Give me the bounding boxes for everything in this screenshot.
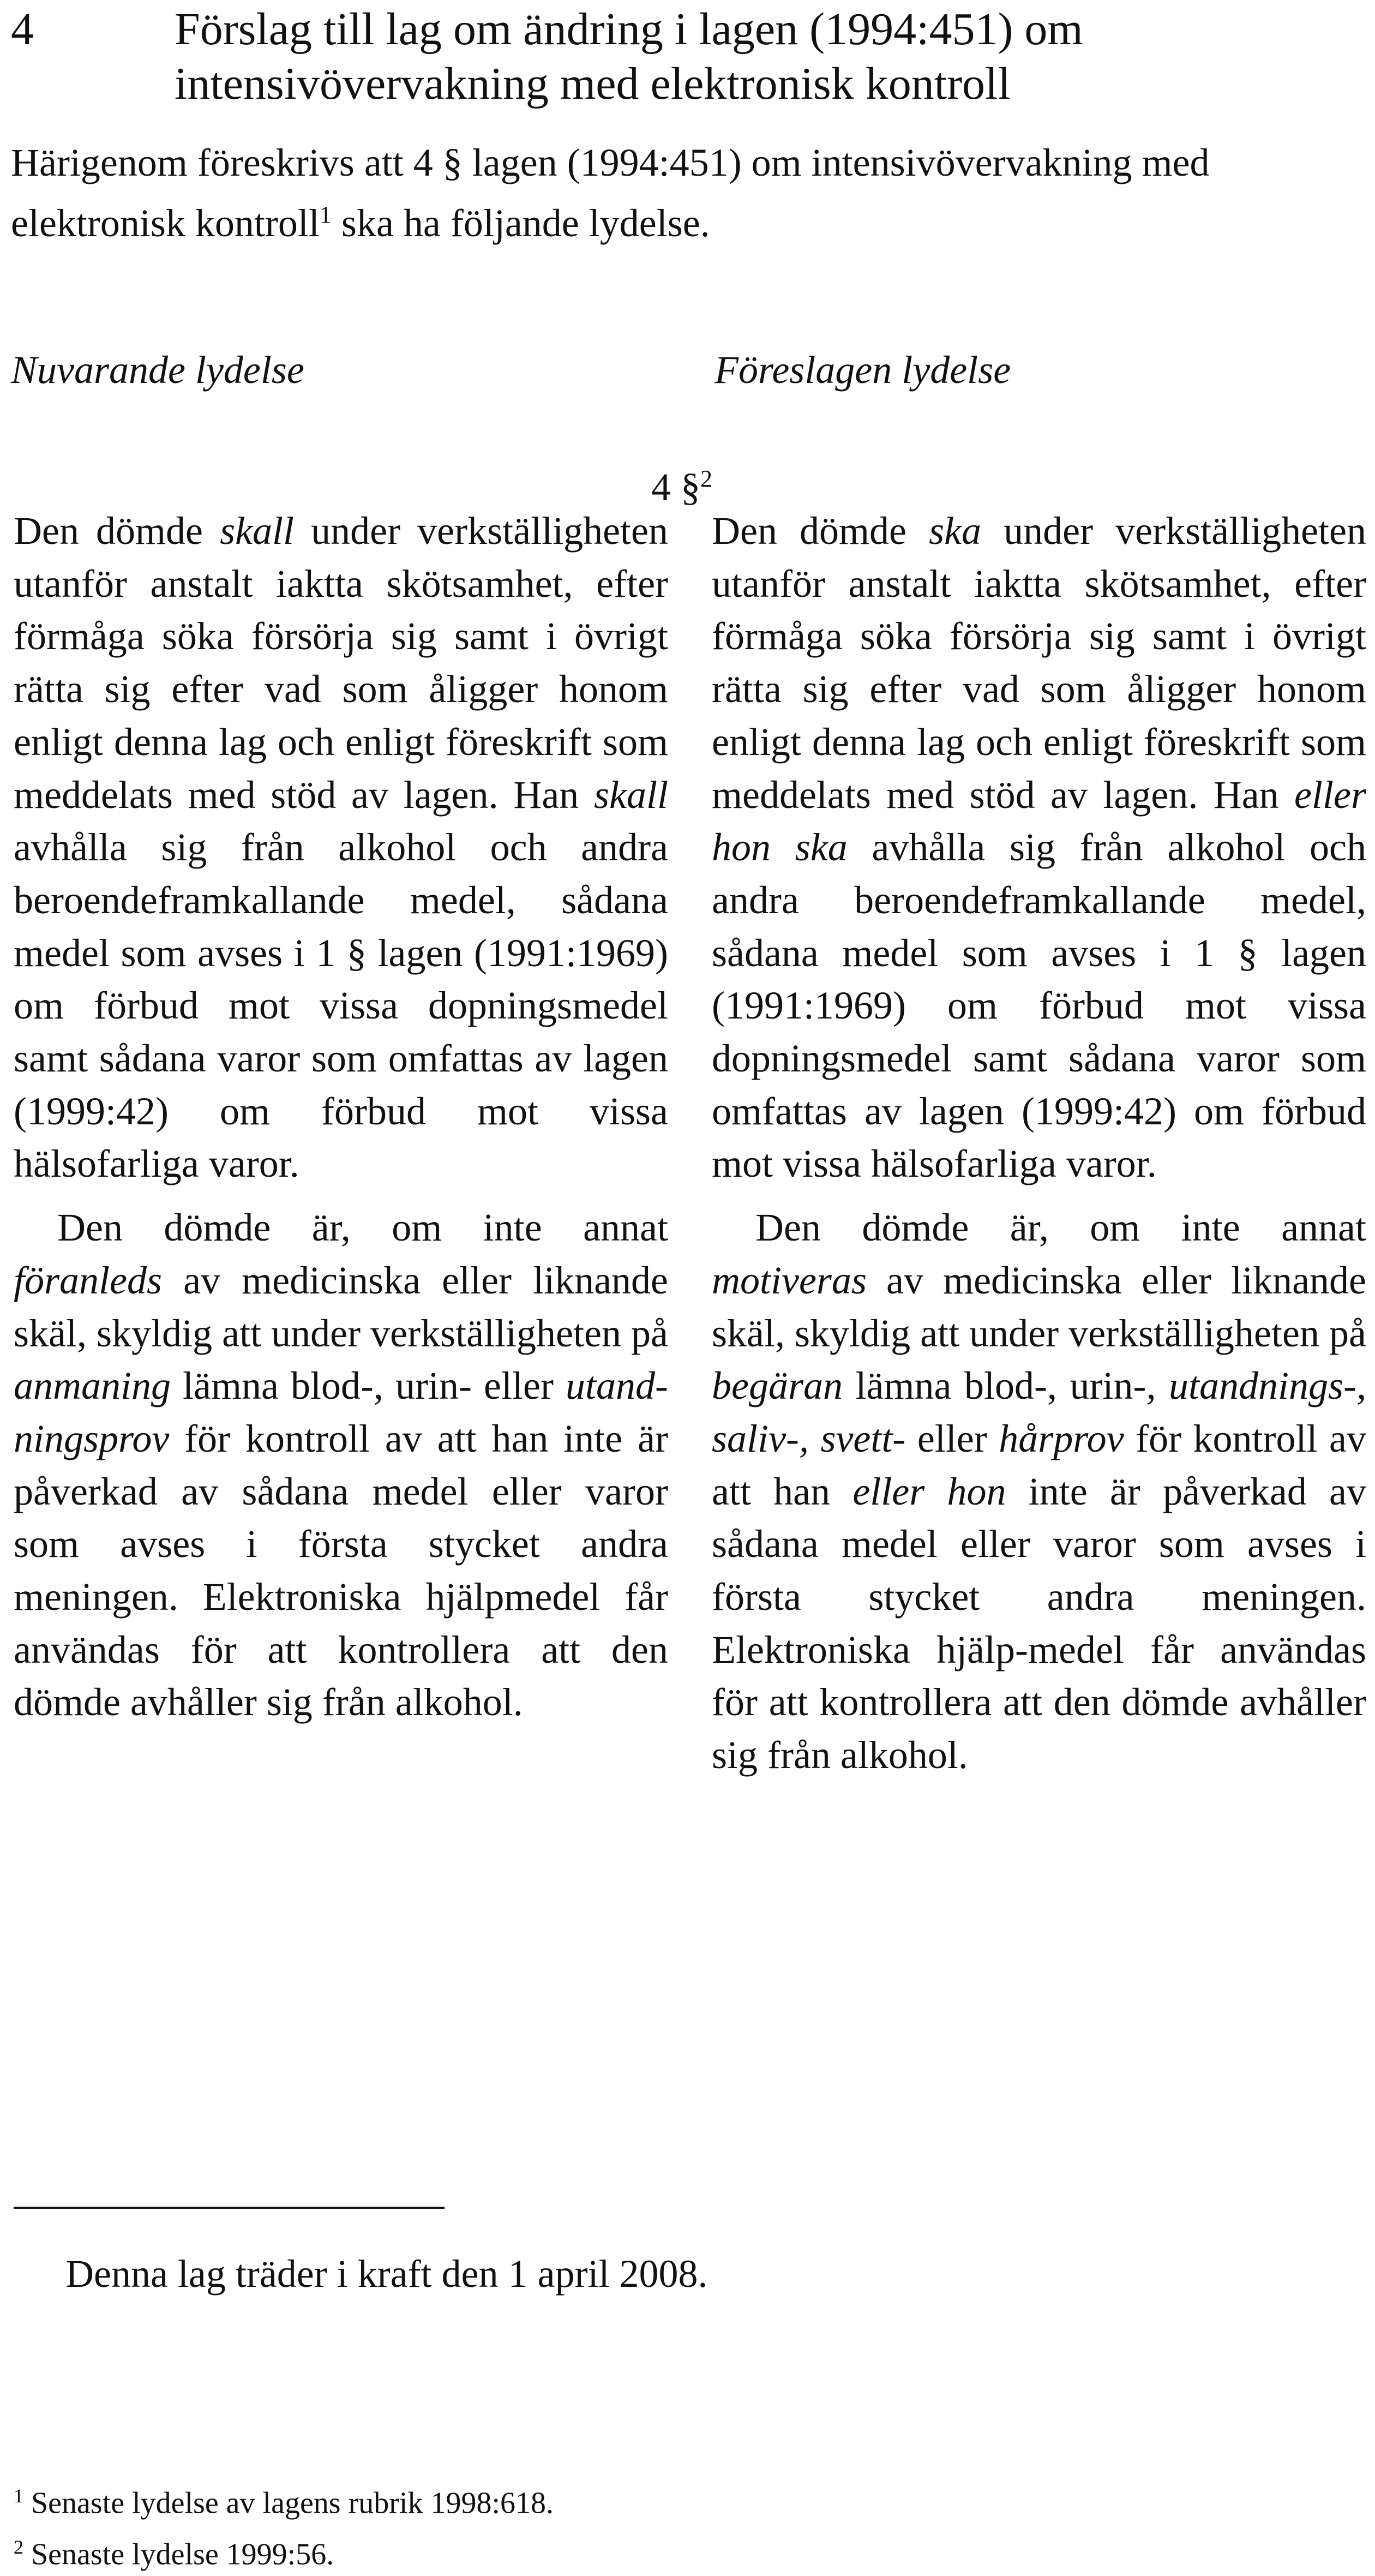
text-run: avhålla sig från alkohol och andra beroendeframkallande medel, sådana medel som avses i 1 § lagen (1991:1969) om förbud mot vissa dopningsmedel samt sådana varor som omfattas av lagen (1999:42) om förbud mot vissa hälsofarliga varor.	[14, 825, 668, 1186]
text-run: eller	[905, 1416, 999, 1460]
text-run: lämna blod-, urin-	[842, 1364, 1146, 1408]
proposed-text-heading: Föreslagen lydelse	[714, 348, 1011, 392]
amended-word: föranleds	[14, 1258, 163, 1302]
footnotes	[14, 2474, 554, 2576]
text-run: av medicinska eller liknande skäl, skyldig att under verkställigheten på	[14, 1258, 668, 1355]
text-run: Den dömde	[712, 509, 929, 553]
section-number: 4	[11, 4, 34, 55]
footnote-marker: 2	[14, 2536, 23, 2558]
amended-word: eller hon ska	[712, 772, 1366, 870]
amended-word: , utandnings-, saliv-, svett-	[712, 1364, 1366, 1460]
amended-word: skall	[220, 509, 295, 553]
current-paragraph-1	[14, 505, 668, 1190]
footnote-2	[14, 2525, 554, 2576]
proposed-text-column	[712, 505, 1366, 1782]
footnote-text: Senaste lydelse av lagens rubrik 1998:618.	[23, 2486, 554, 2520]
proposed-paragraph-2	[712, 1201, 1366, 1782]
page-title: Förslag till lag om ändring i lagen (1994:451) om intensivövervakning med elektronisk kontroll	[175, 4, 1083, 109]
text-run: inte är påverkad av sådana medel eller varor som avses i första stycket andra meningen. Elektroniska hjälp-medel får användas för att kontrollera att den dömde avhåller sig från alkohol.	[712, 1469, 1366, 1777]
footnote-text: Senaste lydelse 1999:56.	[23, 2537, 334, 2572]
amended-word: hårprov	[999, 1416, 1124, 1460]
text-run: under verkställigheten utanför anstalt iaktta skötsamhet, efter förmåga söka försörja sig samt i övrigt rätta sig efter vad som åligger honom enligt denna lag och enligt föreskrift som meddelats med stöd av lagen. Han	[712, 509, 1366, 817]
amended-word: utand-ningsprov	[14, 1364, 668, 1460]
current-text-column	[14, 505, 668, 1729]
text-run: för kontroll av att han inte är påverkad av sådana medel eller varor som avses i första stycket andra meningen. Elektroniska hjälpmedel får användas för att kontrollera att den dömde avhåller sig från alkohol.	[14, 1416, 668, 1724]
footnote-divider	[14, 2207, 445, 2209]
text-run: av medicinska eller liknande skäl, skyldig att under verkställigheten på	[712, 1258, 1366, 1355]
footnote-ref-1: 1	[319, 201, 332, 228]
enactment-clause: Denna lag träder i kraft den 1 april 2008.	[65, 2252, 708, 2296]
text-run: Den dömde är, om inte annat	[755, 1206, 1366, 1250]
amended-word: skall	[594, 772, 668, 817]
amended-word: motiveras	[712, 1258, 867, 1302]
text-run: avhålla sig från alkohol och andra beroendeframkallande medel, sådana medel som avses i 1 § lagen (1991:1969) om förbud mot vissa dopningsmedel samt sådana varor som omfattas av lagen (1999:42) om förbud mot vissa hälsofarliga varor.	[712, 825, 1367, 1186]
footnote-ref-2: 2	[700, 465, 712, 492]
text-run: Den dömde är, om inte annat	[57, 1206, 668, 1250]
text-run: lämna blod-, urin- eller	[171, 1364, 566, 1408]
footnote-marker: 1	[14, 2485, 23, 2507]
text-run: för kontroll av att han	[712, 1416, 1366, 1513]
intro-text-end: ska ha följande lydelse.	[331, 201, 710, 245]
intro-text: Härigenom föreskrivs att 4 § lagen (1994:451) om intensivövervakning med elektronisk kontroll	[11, 141, 1210, 245]
current-paragraph-2	[14, 1201, 668, 1729]
proposed-paragraph-1	[712, 505, 1366, 1190]
intro-paragraph	[11, 136, 1358, 249]
text-run: under verkställigheten utanför anstalt iaktta skötsamhet, efter förmåga söka försörja sig samt i övrigt rätta sig efter vad som åligger honom enligt denna lag och enligt föreskrift som meddelats med stöd av lagen. Han	[14, 509, 668, 817]
paragraph-label: 4 §	[651, 465, 700, 509]
amended-word: anmaning	[14, 1364, 171, 1408]
footnote-1	[14, 2474, 554, 2525]
text-run: Den dömde	[14, 509, 220, 553]
current-text-heading: Nuvarande lydelse	[11, 348, 304, 392]
amended-word: begäran	[712, 1364, 843, 1408]
amended-word: ska	[929, 509, 982, 553]
amended-word: eller hon	[852, 1469, 1006, 1513]
